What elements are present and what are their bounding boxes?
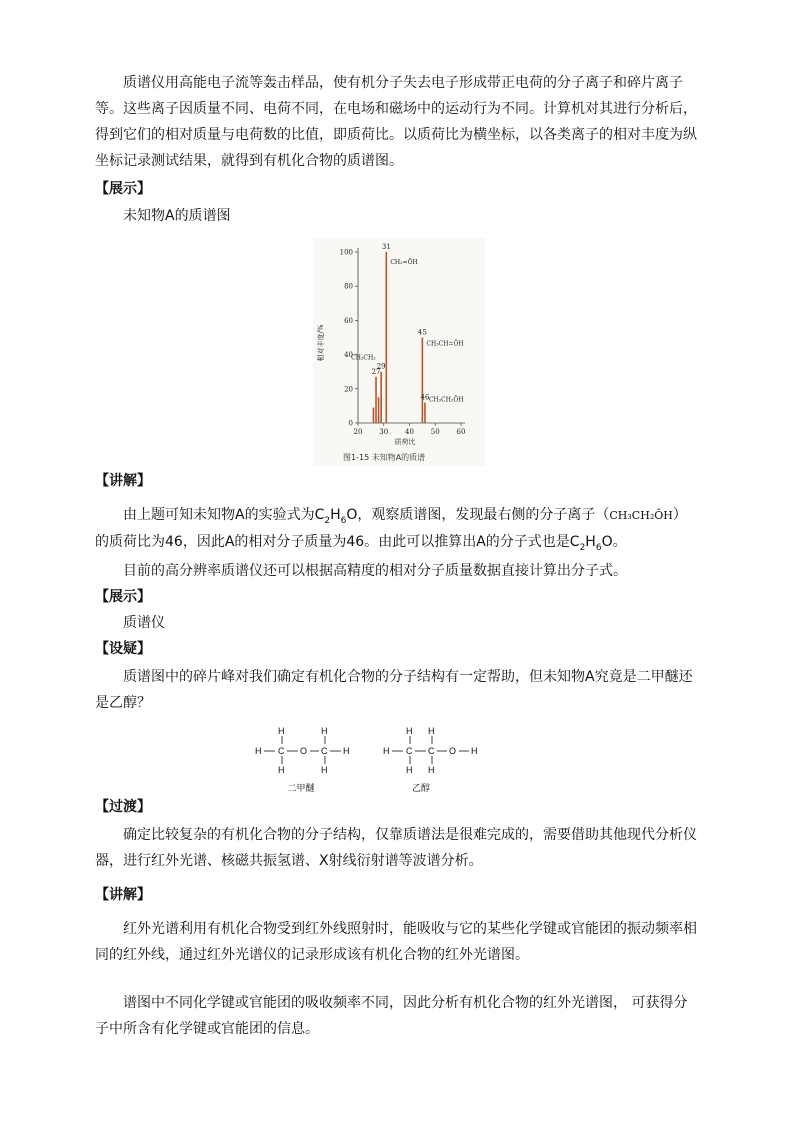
heading-question: 【设疑】 [95, 641, 151, 657]
atom-h: H [321, 726, 328, 736]
x-tick-label: 50 [430, 428, 440, 436]
peak-annotation-29: CH₃CH₂ [351, 354, 376, 362]
mass-spectrum-chart [313, 238, 485, 466]
dimethyl-ether-label: 二甲醚 [287, 783, 315, 793]
atom-h: H [471, 746, 478, 756]
x-axis-label: 质荷比 [394, 438, 416, 446]
y-tick-label: 80 [344, 282, 353, 291]
heading-show-1: 【展示】 [95, 181, 151, 197]
atom-h: H [428, 765, 435, 775]
ethanol-label: 乙醇 [411, 783, 431, 793]
atom-h: H [278, 726, 285, 736]
peak-annotation-46: CH₃CH₂ŌH [428, 396, 464, 404]
atom-h: H [383, 746, 390, 756]
heading-explain-2: 【讲解】 [95, 887, 151, 903]
heading-show-2: 【展示】 [95, 589, 151, 605]
x-tick-label: 40 [405, 428, 414, 436]
ethanol-structure [383, 726, 478, 793]
peak-label-29: 29 [376, 362, 386, 371]
dimethyl-ether-structure [255, 726, 350, 793]
peak-annotation-45: CH₃CH=ŌH [426, 340, 464, 348]
structural-formulas [255, 724, 495, 796]
atom-h: H [406, 726, 413, 736]
atom-h: H [255, 746, 262, 756]
atom-o: O [449, 746, 457, 756]
y-axis-label: 相对丰度/% [317, 324, 325, 362]
peak-label-27: 27 [371, 367, 381, 376]
peak-label-31: 31 [381, 243, 391, 251]
show-1-text: 未知物A的质谱图 [123, 208, 231, 224]
atom-h: H [343, 746, 350, 756]
atom-c: C [321, 746, 328, 756]
paragraph-question: 质谱图中的碎片峰对我们确定有机化合物的分子结构有一定帮助，但未知物A究竟是二甲醚还是乙醇？ [95, 669, 693, 711]
paragraph-explain-1: 由上题可知未知物A的实验式为$C_2H_6O$，观察质谱图，发现最右侧的分子离子（CH₃CH₂ŌH）的质荷比为46，因此A的相对分子质量为46。由此可以推算出A的分子式也是$C_2H_6O$。 [95, 507, 687, 553]
molecular-ion-formula: CH₃CH₂ŌH [609, 509, 673, 522]
y-tick-label: 60 [344, 316, 353, 325]
heading-explain-1: 【讲解】 [95, 473, 151, 489]
atom-o: O [300, 746, 308, 756]
atom-h: H [278, 765, 285, 775]
paragraph-ir-1: 红外光谱利用有机化合物受到红外线照射时，能吸收与它的某些化学键或官能团的振动频率相同的红外线，通过红外光谱仪的记录形成该有机化合物的红外光谱图。 [95, 921, 697, 963]
show-2-text: 质谱仪 [123, 615, 165, 631]
peak-label-46: 46 [420, 393, 430, 402]
atom-c: C [406, 746, 413, 756]
x-tick-label: 60 [456, 428, 466, 436]
atom-h: H [428, 726, 435, 736]
chart-caption: 图1-15 未知物A的质谱 [343, 453, 426, 462]
y-tick-label: 100 [339, 248, 353, 257]
paragraph-transition: 确定比较复杂的有机化合物的分子结构，仅靠质谱法是很难完成的，需要借助其他现代分析仪器，进行红外光谱、核磁共振氢谱、X射线衍射谱等波谱分析。 [95, 827, 697, 869]
atom-c: C [278, 746, 285, 756]
paragraph-high-res: 目前的高分辨率质谱仪还可以根据高精度的相对分子质量数据直接计算出分子式。 [123, 563, 627, 579]
paragraph-mass-spec-intro: 质谱仪用高能电子流等轰击样品，使有机分子失去电子形成带正电荷的分子离子和碎片离子等。这些离子因质量不同、电荷不同，在电场和磁场中的运动行为不同。计算机对其进行分析后，得到它们的相对质量与电荷数的比值，即质荷比。以质荷比为横坐标，以各类离子的相对丰度为纵坐标记录测试结果，就得到有机化合物的质谱图。 [95, 75, 697, 169]
y-tick-label: 20 [344, 385, 353, 394]
peak-label-45: 45 [417, 328, 427, 337]
atom-h: H [406, 765, 413, 775]
paragraph-ir-2: 谱图中不同化学键或官能团的吸收频率不同，因此分析有机化合物的红外光谱图， 可获得分子中所含有化学键或官能团的信息。 [95, 995, 688, 1037]
heading-transition: 【过渡】 [95, 799, 151, 815]
atom-c: C [428, 746, 435, 756]
y-tick-label: 0 [348, 419, 353, 428]
y-tick-label: 40 [344, 351, 353, 360]
atom-h: H [321, 765, 328, 775]
x-tick-label: 20 [353, 428, 363, 436]
peak-annotation-31: CH₂=ŌH [390, 259, 418, 266]
x-tick-label: 30 [379, 428, 389, 436]
